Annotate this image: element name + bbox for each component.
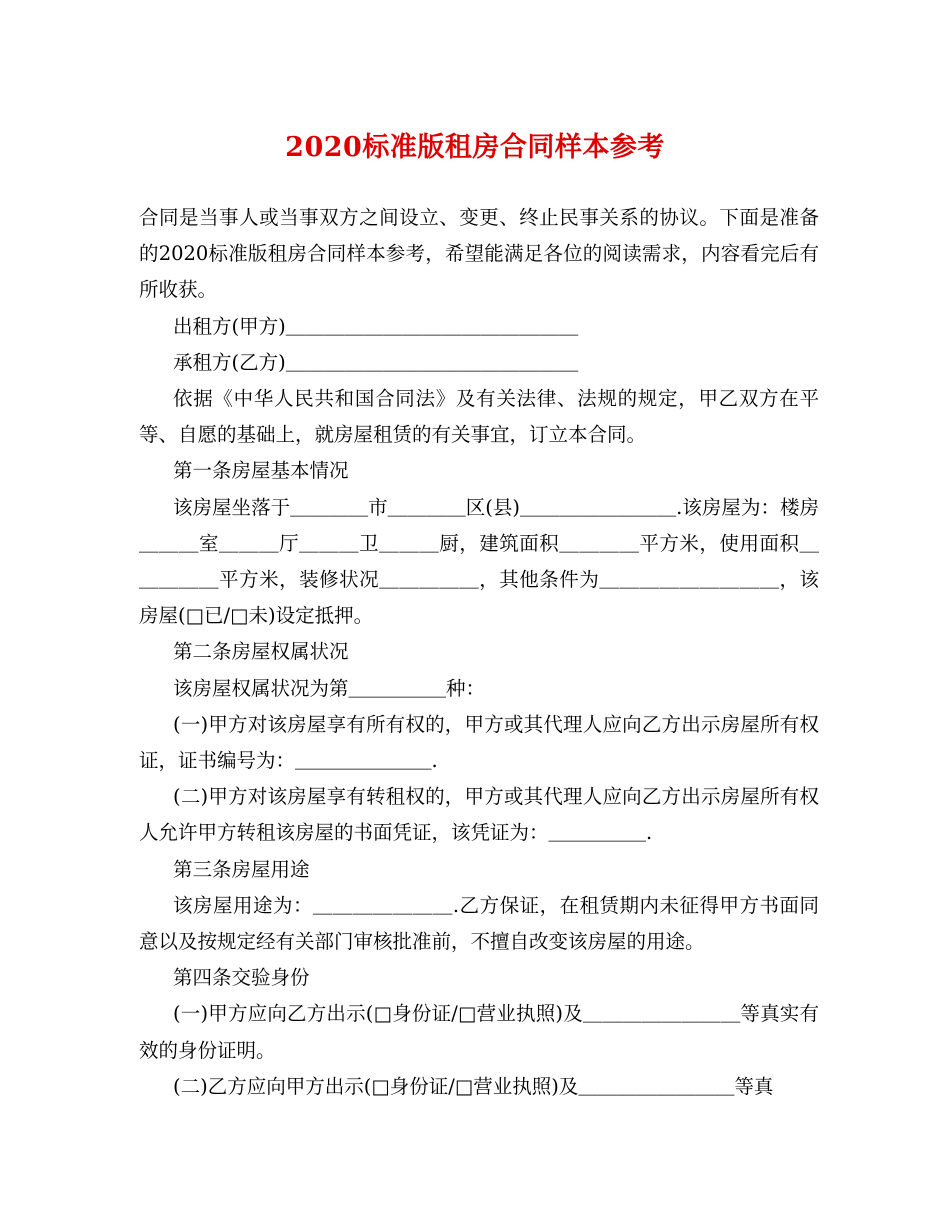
- article-3-heading: 第三条房屋用途: [173, 857, 310, 881]
- article-1-heading: 第一条房屋基本情况: [173, 459, 349, 483]
- article-2-clause-2: (二)甲方对该房屋享有转租权的，甲方或其代理人应向乙方出示房屋所有权人允许甲方转租该房屋的书面凭证，该凭证为：＿＿＿＿＿.: [139, 785, 819, 845]
- article-4-clause-1: (一)甲方应向乙方出示(□身份证/□营业执照)及＿＿＿＿＿＿＿＿等真实有效的身份证明。: [139, 1002, 819, 1062]
- article-3-paragraph: 该房屋用途为：＿＿＿＿＿＿＿.乙方保证，在租赁期内未征得甲方书面同意以及按规定经有关部门审核批准前，不擅自改变该房屋的用途。: [139, 893, 819, 954]
- article-1-paragraph: 该房屋坐落于＿＿＿＿市＿＿＿＿区(县)＿＿＿＿＿＿＿＿.该房屋为：楼房＿＿＿室＿＿＿厅＿＿＿卫＿＿＿厨，建筑面积＿＿＿＿平方米，使用面积＿＿＿＿＿平方米，装修状况＿＿＿＿＿，其他条件为＿＿＿＿＿＿＿＿＿，该房屋(□已/□未)设定抵押。: [139, 495, 819, 628]
- lessor-line: 出租方(甲方)＿＿＿＿＿＿＿＿＿＿＿＿＿＿＿: [173, 314, 579, 338]
- article-4-heading: 第四条交验身份: [173, 966, 310, 990]
- intro-paragraph: 合同是当事人或当事双方之间设立、变更、终止民事关系的协议。下面是准备的2020标准版租房合同样本参考，希望能满足各位的阅读需求，内容看完后有所收获。: [139, 206, 819, 302]
- lessee-line: 承租方(乙方)＿＿＿＿＿＿＿＿＿＿＿＿＿＿＿: [173, 350, 579, 374]
- article-4-clause-2: (二)乙方应向甲方出示(□身份证/□营业执照)及＿＿＿＿＿＿＿＿等真: [173, 1074, 774, 1098]
- document-title: 2020标准版租房合同样本参考: [285, 132, 665, 163]
- legal-basis-paragraph: 依据《中华人民共和国合同法》及有关法律、法规的规定，甲乙双方在平等、自愿的基础上，就房屋租赁的有关事宜，订立本合同。: [139, 387, 819, 447]
- article-2-paragraph: 该房屋权属状况为第＿＿＿＿＿种：: [173, 676, 486, 700]
- document-body: [139, 200, 819, 1105]
- article-2-clause-1: (一)甲方对该房屋享有所有权的，甲方或其代理人应向乙方出示房屋所有权证，证书编号为：＿＿＿＿＿＿＿.: [139, 712, 819, 773]
- article-2-heading: 第二条房屋权属状况: [173, 640, 349, 664]
